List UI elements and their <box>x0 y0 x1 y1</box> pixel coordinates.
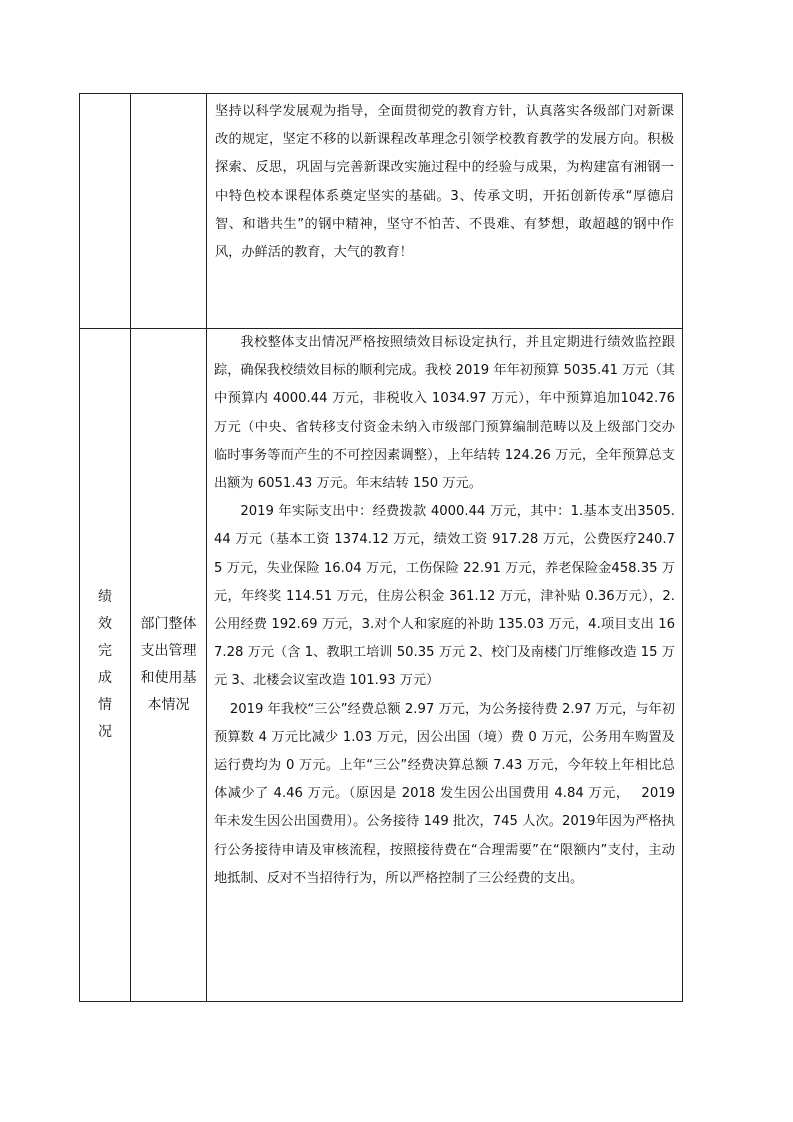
paragraph-budget: 我校整体支出情况严格按照绩效目标设定执行，并且定期进行绩效监控跟踪，确保我校绩效目标的顺利完成。我校 2019 年年初预算 5035.41 万元（其中预算内 4000.44 万元，非税收入 1034.97 万元），年中预算追加1042.76 万元（中央、省转移支付资金未纳入市级部门预算编制范畴以及上级部门交办临时事务等而产生的不可控因素调整），上年结转 124.26 万元，全年预算总支出额为 6051.43 万元。年末结转 150 万元。 <box>214 335 675 492</box>
item-label: 部门整体支出管理和使用基本情况 <box>140 616 197 713</box>
paragraph-three-public: 2019 年我校“三公”经费总额 2.97 万元，为公务接待费 2.97 万元，与年初预算数 4 万元比减少 1.03 万元，因公出国（境）费 0 万元，公务用车购置及运行费均为 0 万元。上年“三公”经费决算总额 7.43 万元，今年较上年相比总体减少了 4.46 万元。（原因是 2018 发生因公出国费用 4.84 万元， 2019 年未发生因公出国费用）。公务接待 149 批次，745 人次。2019年因为严格执行公务接待申请及审核流程，按照接待费在“合理需要”在“限额内”支付，主动地抵制、反对不当招待行为，所以严格控制了三公经费的支出。 <box>214 701 675 886</box>
empty-item-cell <box>131 94 207 329</box>
table-row <box>80 329 683 1002</box>
category-label-cell <box>80 329 131 1002</box>
paragraph-expenditure: 2019 年实际支出中：经费拨款 4000.44 万元，其中：1.基本支出3505.44 万元（基本工资 1374.12 万元，绩效工资 917.28 万元，公费医疗240.75 万元，失业保险 16.04 万元，工伤保险 22.91 万元，养老保险金458.35 万元，年终奖 114.51 万元，住房公积金 361.12 万元，津补贴 0.36万元），2.公用经费 192.69 万元，3.对个人和家庭的补助 135.03 万元，4.项目支出 167.28 万元（含 1、教职工培训 50.35 万元 2、校门及南楼门厅维修改造 15 万元 3、北楼会议室改造 101.93 万元） <box>214 504 675 689</box>
top-row-text: 坚持以科学发展观为指导，全面贯彻党的教育方针，认真落实各级部门对新课改的规定，坚定不移的以新课程改革理念引领学校教育教学的发展方向。积极探索、反思，巩固与完善新课改实施过程中的经验与成果，为构建富有湘钢一中特色校本课程体系奠定坚实的基础。3、传承文明，开拓创新传承“厚德启智、和谐共生”的钢中精神，坚守不怕苦、不畏难、有梦想，敢超越的钢中作风，办鲜活的教育，大气的教育！ <box>215 104 674 261</box>
category-label: 绩效完成情况 <box>98 589 112 740</box>
empty-category-cell <box>80 94 131 329</box>
table-row <box>80 94 683 329</box>
performance-table <box>79 93 683 1002</box>
content-cell <box>207 329 683 1002</box>
main-row-text <box>207 329 682 893</box>
content-cell <box>207 94 683 329</box>
item-label-cell <box>131 329 207 1002</box>
